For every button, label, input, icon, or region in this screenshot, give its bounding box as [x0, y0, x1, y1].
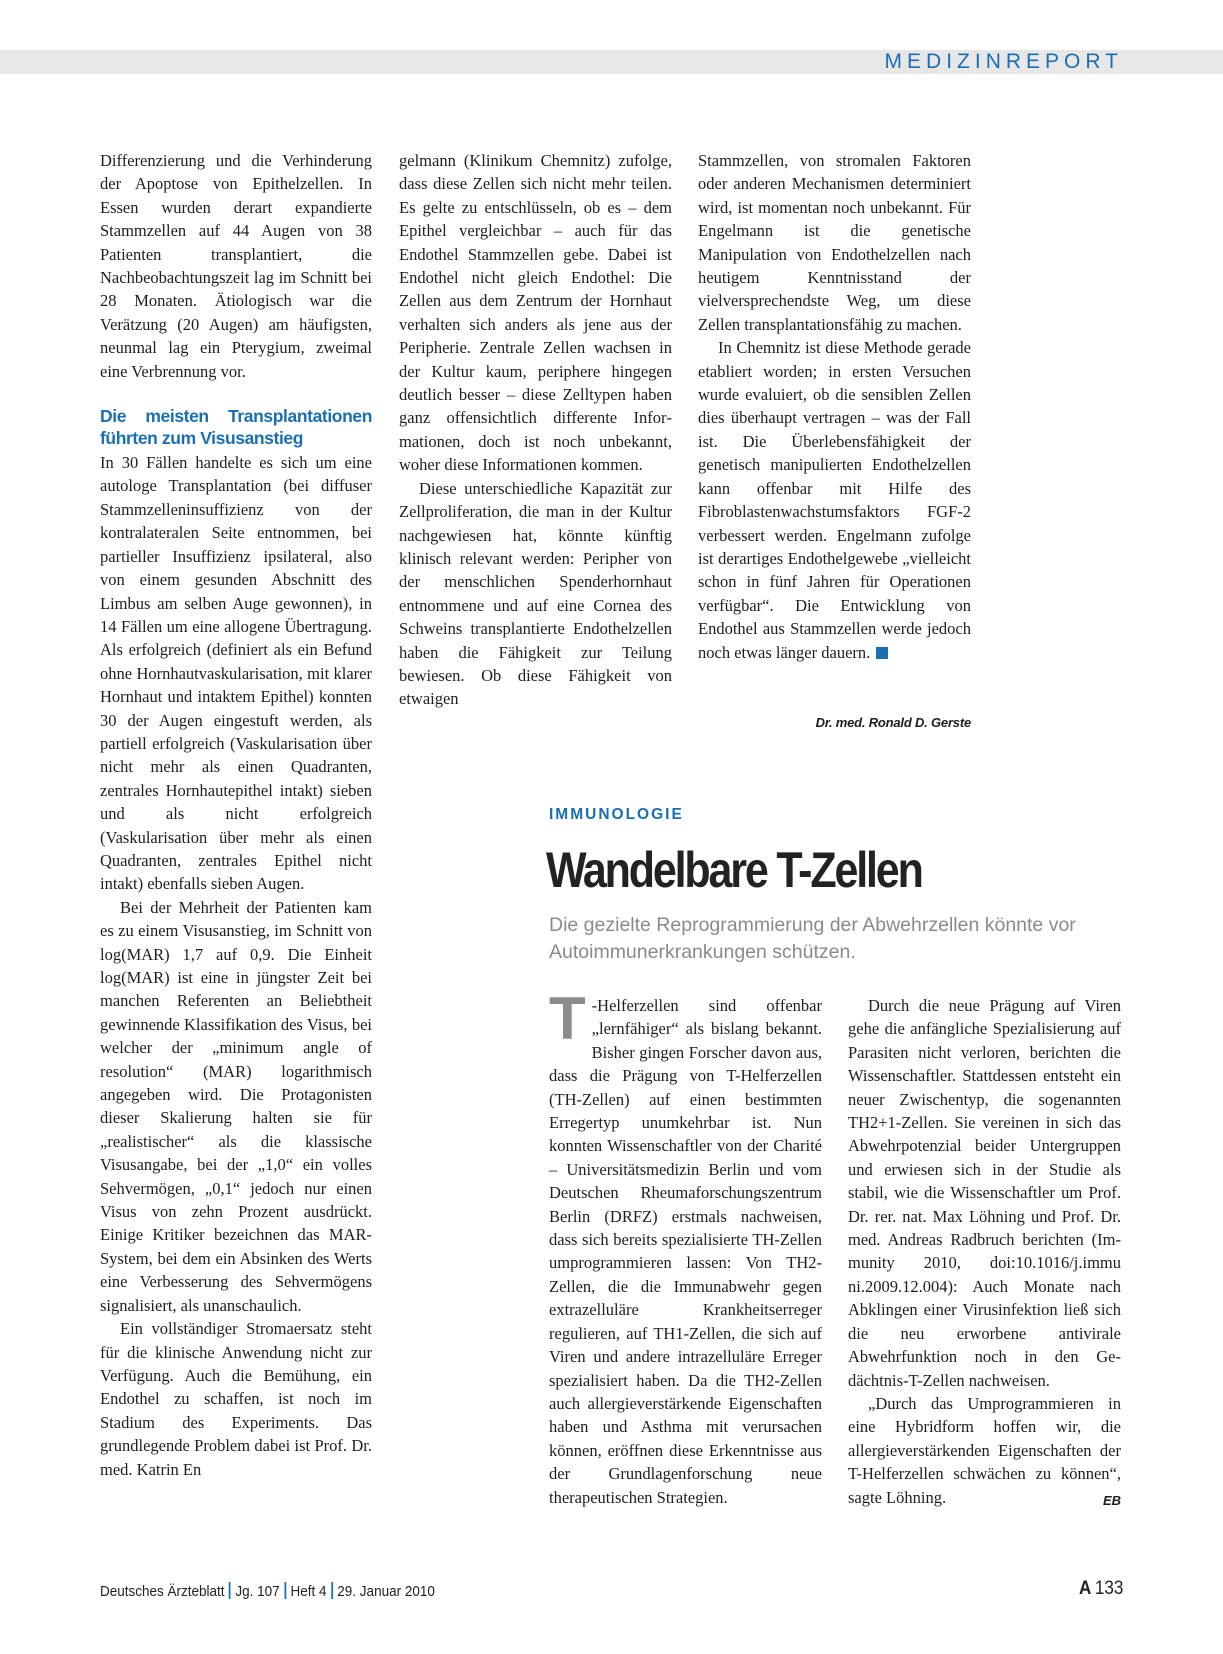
paragraph-last	[848, 1392, 1121, 1509]
separator	[284, 1582, 286, 1599]
paragraph-text: In Chemnitz ist diese Methode gerade etabliert worden; in ersten Versuchen wurde evaluiert, ob die sensiblen Zellen dies überhaupt vertragen – was der Fall ist. Die Überlebensfähigkeit der genetisch manipulierten Endothelzellen kann offenbar mit Hilfe des Fibroblastenwachstumsfaktors FGF-2 verbessert werden. Engelmann zufolge ist derartiges Endothelgewebe „vielleicht schon in fünf Jahren für Operationen verfügbar“. Die Entwicklung von Endothel aus Stammzellen werde jedoch noch etwas länger dauern.	[698, 338, 971, 662]
paragraph: gelmann (Klinikum Chemnitz) zufolge, dass diese Zellen sich nicht mehr teilen. Es gelte zu entschlüsseln, ob es – dem Epithel vergleichbar – auch für das Endothel Stammzellen gebe. Dabei ist Endothel nicht gleich Endothel: Die Zellen aus dem Zentrum der Hornhaut verhalten sich anders als jene aus der Peripherie. Zentrale Zellen wachsen in der Kultur kaum, periphere hingegen deutlich besser – diese Zelltypen haben ganz offensichtlich differente Informationen, doch ist noch unbekannt, woher diese Informationen kommen.	[399, 151, 672, 475]
issue: Heft 4	[290, 1583, 327, 1600]
author-initials: EB	[1102, 1492, 1121, 1508]
article-headline: Wandelbare T-Zellen	[546, 842, 922, 898]
author-byline: Dr. med. Ronald D. Gerste	[815, 715, 971, 730]
article-deck: Die gezielte Reprogrammierung der Abwehrzellen könnte vor Autoimmunerkrankungen schützen.	[549, 914, 1076, 963]
volume: Jg. 107	[235, 1583, 280, 1600]
paragraph	[549, 985, 822, 1509]
subheading: Die meisten Transplantationen führten zum Visusanstieg	[100, 406, 372, 449]
journal-name: Deutsches Ärzteblatt	[100, 1583, 225, 1600]
page-prefix: A	[1078, 1578, 1091, 1599]
paragraph: Stammzellen, von stromalen Faktoren oder anderen Mechanismen determiniert wird, ist momentan noch unbekannt. Für Engelmann ist die genetische Manipulation von Endothelzellen nach heutigem Kenntnisstand der vielversprechendste Weg, um diese Zellen transplantationsfähig zu machen.	[698, 151, 971, 334]
article-kicker: IMMUNOLOGIE	[549, 806, 684, 823]
paragraph: Ein vollständiger Stromaersatz steht für die klinische Anwendung nicht zur Verfügung. Auch die Bemühung, ein Endothel zu schaffen, ist noch im Stadium des Experiments. Das grundlegende Problem dabei ist Prof. Dr. med. Katrin En	[100, 1319, 372, 1479]
paragraph-text: „Durch das Umprogrammieren in eine Hybridform hoffen wir, die allergieverstärkenden Eigenschaften der T-Helferzellen schwächen zu können“, sagte Löhning.	[848, 1393, 1121, 1507]
article2-column-2	[848, 994, 1121, 1512]
article1-column-2	[399, 149, 672, 711]
footer-citation	[100, 1582, 435, 1600]
end-mark-icon	[876, 647, 888, 659]
paragraph: In 30 Fällen handelte es sich um eine autologe Transplantation (bei diffuser Stammzelleninsuffizienz von der kontralateralen Seite entnommen, bei partieller Insuffizienz ipsilateral, also von einem gesunden Abschnitt des Limbus am selben Auge gewonnen), in 14 Fällen um eine allogene Übertragung. Als erfolgreich (definiert als ein Befund ohne Hornhautvaskularisation, mit klarer Hornhaut und intaktem Epithel) konnten 30 der Augen eingestuft werden, als partiell erfolgreich (Vaskularisation über nicht mehr als einen Quadranten, zentrales Hornhautepithel intakt) sieben und als nicht erfolgreich (Vaskularisation über mehr als einen Quadranten, zentrales Epithel nicht intakt) ebenfalls sieben Augen.	[100, 453, 372, 894]
separator	[331, 1582, 333, 1599]
issue-date: 29. Januar 2010	[337, 1583, 435, 1600]
article1-column-1	[100, 149, 372, 1481]
paragraph: Diese unterschiedliche Kapazität zur Zellproliferation, die man in der Kultur nachgewiesen hat, könnte künftig klinisch relevant werden: Peripher von der menschlichen Spenderhornhaut entnommene und auf eine Cornea des Schweins transplantierte Endothelzellen haben die Fähigkeit zur Teilung bewiesen. Ob diese Fähigkeit von etwaigen	[399, 478, 672, 709]
paragraph: Durch die neue Prägung auf Viren gehe die anfängliche Spezialisierung auf Parasiten nicht verloren, berichten die Wissenschaftler. Stattdessen entsteht ein neuer Zwischentyp, die sogenannten TH2+1-Zellen. Sie vereinen in sich das Abwehrpotenzial beider Untergruppen und erwiesen sich in der Studie als stabil, wie die Wissenschaftler um Prof. Dr. rer. nat. Max Löhning und Prof. Dr. med. Andreas Radbruch berichten (Immunity 2010, doi:10.1016/j.immu ni.2009.12.004): Auch Monate nach Abklingen einer Virusinfektion ließ sich die neu erworbene antivirale Abwehrfunktion noch in den Gedächtnis-T-Zellen nachweisen.	[848, 996, 1121, 1390]
article2-column-1	[549, 985, 822, 1509]
drop-cap: T	[549, 985, 586, 1052]
paragraph: Differenzierung und die Verhinderung der Apoptose von Epithelzellen. In Essen wurden derart expandierte Stammzellen auf 44 Augen von 38 Patienten transplantiert, die Nachbeobachtungszeit lag im Schnitt bei 28 Monaten. Ätiologisch war die Verätzung (20 Augen) am häufigsten, neunmal lag ein Pterygium, zweimal eine Verbrennung vor.	[100, 151, 372, 381]
paragraph-last	[698, 336, 971, 664]
paragraph-text: -Helferzellen sind offenbar „lernfähiger“ als bislang bekannt. Bisher gingen Forscher davon aus, dass die Prägung von T-Helferzellen (TH-Zellen) auf einen bestimmten Erregertyp unumkehrbar ist. Nun konnten Wissenschaftler von der Charité – Universitätsmedizin Berlin und vom Deutschen Rheumaforschungszentrum Berlin (DRFZ) erstmals nachweisen, dass sich bereits spezialisierte TH-Zellen umprogrammieren lassen: Von TH2-Zellen, die die Immunabwehr gegen extrazelluläre Krankheitserreger regulieren, auf TH1-Zellen, die sich auf Viren und andere intrazelluläre Erreger spezialisiert haben. Da die TH2-Zellen auch allergieverstärkende Eigenschaften haben und Asthma mit verursachen können, eröffnen diese Erkenntnisse aus der Grundlagenforschung neue therapeutischen Strategien.	[549, 996, 822, 1507]
section-label: MEDIZINREPORT	[884, 50, 1123, 73]
page-number-value: 133	[1094, 1578, 1123, 1599]
paragraph: Bei der Mehrheit der Patienten kam es zu einem Visusanstieg, im Schnitt von log(MAR) 1,7 auf 0,9. Die Einheit log(MAR) ist eine in jüngster Zeit bei manchen Referenten an Beliebtheit gewinnende Klassifikation des Visus, bei welcher der „minimum angle of resolution“ (MAR) logarithmisch angegeben wird. Die Protagonisten dieser Skalierung halten sie für „realistischer“ als die klassische Visusangabe, bei der „1,0“ ein volles Sehvermögen, „0,1“ jedoch nur einen Visus von zehn Prozent ausdrückt. Einige Kritiker bezeichnen das MAR-System, bei dem ein Absinken des Werts eine Verbesserung des Sehvermögens signalisiert, als unanschaulich.	[100, 897, 372, 1315]
separator	[229, 1582, 231, 1599]
page-number	[1079, 1578, 1123, 1600]
article1-column-3	[698, 149, 971, 664]
